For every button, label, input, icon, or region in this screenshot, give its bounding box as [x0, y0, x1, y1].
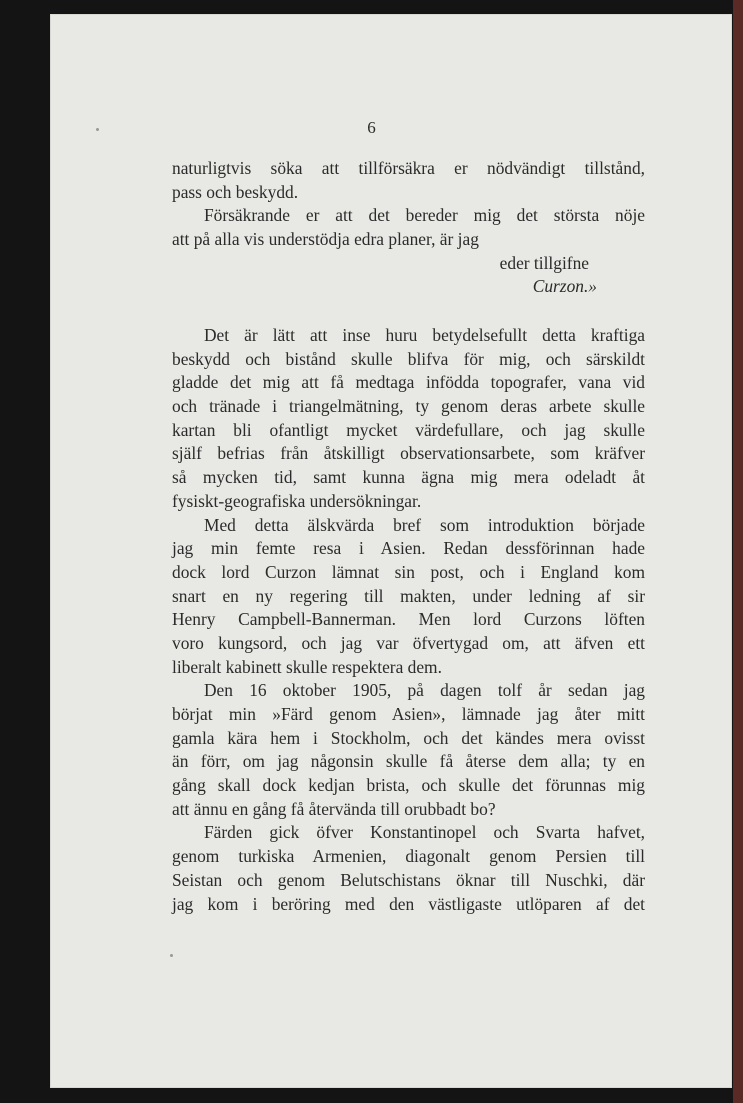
- text-line: dock lord Curzon lämnat sin post, och i England kom: [172, 561, 645, 582]
- text-line: Det är lätt att inse huru betydelsefullt detta kraftiga: [204, 325, 645, 345]
- text-line: kartan bli ofantligt mycket värdefullare, och jag skulle: [172, 419, 645, 440]
- text-line: Försäkrande er att det bereder mig det största nöje: [204, 205, 645, 226]
- text-line: jag kom i beröring med den västligaste utlöparen af det: [172, 893, 645, 914]
- book-edge: [733, 0, 743, 1103]
- text-line: Den 16 oktober 1905, på dagen tolf år sedan jag: [204, 680, 645, 701]
- text-line: jag min femte resa i Asien. Redan dessförinnan hade: [172, 538, 645, 559]
- text-line: beskydd och bistånd skulle blifva för mig, och särskildt: [172, 348, 645, 369]
- text-line: gamla kära hem i Stockholm, och det kändes mera ovisst: [172, 727, 645, 748]
- body-text: [172, 324, 645, 916]
- letter-closing: eder tillgifne: [499, 252, 589, 273]
- text-line: själf befrias från åtskilligt observationsarbete, som kräfver: [172, 443, 645, 464]
- text-line: voro kungsord, och jag var öfvertygad om, att äfven ett: [172, 632, 645, 653]
- text-line: Med detta älskvärda bref som introduktion började: [204, 514, 645, 535]
- text-line: att ännu en gång få återvända till orubbadt bo?: [172, 798, 496, 819]
- text-line: Seistan och genom Belutschistans öknar till Nuschki, där: [172, 869, 645, 890]
- text-line: naturligtvis söka att tillförsäkra er nödvändigt tillstånd,: [172, 158, 645, 178]
- page-number: 6: [367, 118, 376, 137]
- text-line: Färden gick öfver Konstantinopel och Svarta hafvet,: [204, 822, 645, 843]
- text-line: fysiskt-geografiska undersökningar.: [172, 490, 422, 511]
- paper-speck: [170, 954, 173, 957]
- text-line: så mycken tid, samt kunna ägna mig mera odeladt åt: [172, 467, 645, 488]
- text-line: pass och beskydd.: [172, 181, 299, 202]
- text-line: gladde det mig att få medtaga infödda topografer, vana vid: [172, 372, 645, 393]
- text-line: Henry Campbell-Bannerman. Men lord Curzons löften: [172, 609, 645, 630]
- text-line: att på alla vis understödja edra planer, är jag: [172, 229, 479, 250]
- letter-signature: Curzon.»: [532, 276, 597, 297]
- text-line: gång skall dock kedjan brista, och skulle det förunnas mig: [172, 775, 645, 796]
- text-line: och tränade i triangelmätning, ty genom deras arbete skulle: [172, 396, 645, 417]
- letter-block: [172, 157, 645, 299]
- text-line: snart en ny regering till makten, under ledning af sir: [172, 585, 645, 606]
- text-line: genom turkiska Armenien, diagonalt genom Persien till: [172, 846, 645, 867]
- text-line: än förr, om jag någonsin skulle få återse dem alla; ty en: [172, 751, 645, 772]
- text-line: börjat min »Färd genom Asien», lämnade jag åter mitt: [172, 704, 645, 724]
- text-line: liberalt kabinett skulle respektera dem.: [172, 656, 442, 677]
